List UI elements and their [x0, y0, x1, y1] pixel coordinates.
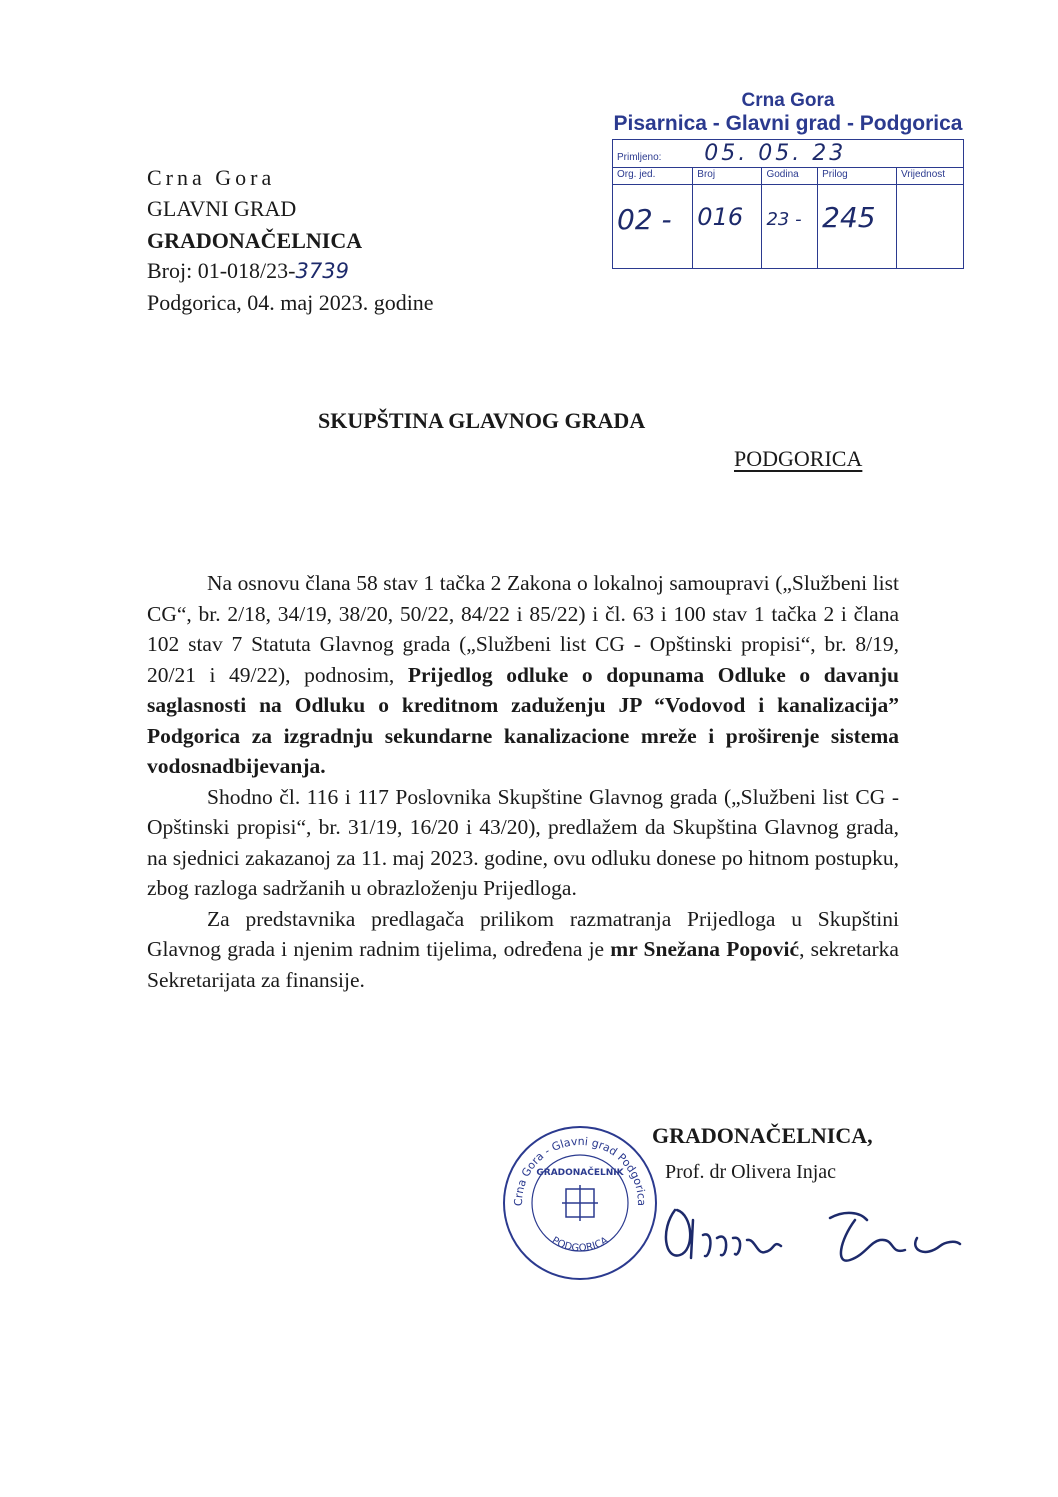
proposal-title: Prijedlog odluke o dopunama Odluke o davanju saglasnosti na Odluku o kreditnom zaduženju JP “Vodovod i kanalizacija” Podgorica za izgradnju sekundarne kanalizacione mreže i proširenje sistema vodosnadbijevanja.: [147, 662, 899, 778]
office-name: GRADONAČELNICA: [147, 228, 363, 253]
document-number-label: Broj: 01-018/23-: [147, 258, 296, 283]
letter-body: [147, 568, 899, 995]
seal-outer-text: Crna Gora - Glavni grad Podgorica: [511, 1134, 649, 1207]
stamp-attachment: 245: [818, 185, 897, 269]
paragraph-2: Shodno čl. 116 i 117 Poslovnika Skupštine Glavnog grada („Službeni list CG - Opštinski propisi“, br. 31/19, 16/20 i 43/20), predlažem da Skupština Glavnog grada, na sjednici zakazanoj za 11. maj 2023. godine, ovu odluku donese po hitnom postupku, zbog razloga sadržanih u obrazloženju Prijedloga.: [147, 784, 899, 900]
stamp-col-number: Broj: [693, 168, 762, 185]
stamp-col-year: Godina: [762, 168, 818, 185]
registry-stamp: [612, 88, 964, 240]
stamp-value: [896, 185, 963, 269]
paragraph-1-intro: Na osnovu člana 58 stav 1 tačka 2 Zakona o lokalnoj samoupravi („Službeni list CG“, br. 2/18, 34/19, 38/20, 50/22, 84/22 i 85/22) i čl. 63 i 100 stav 1 tačka 2 i člana 102 stav 7 Statuta Glavnog grada („Službeni list CG - Opštinski propisi“, br. 8/19, 20/21 i 49/22), podnosim,: [147, 571, 899, 687]
paragraph-3-intro: Za predstavnika predlagača prilikom razmatranja Prijedloga u Skupštini Glavnog grada i njenim radnim tijelima, određena je: [147, 906, 899, 961]
seal-inner-text: GRADONAČELNIK: [536, 1168, 624, 1178]
stamp-received-label: Primljeno:: [617, 152, 662, 163]
addressee-line1: SKUPŠTINA GLAVNOG GRADA: [318, 408, 646, 433]
stamp-org-unit: 02 -: [613, 185, 693, 269]
seal-bottom-text: PODGORICA: [549, 1235, 611, 1255]
stamp-col-attachment: Prilog: [818, 168, 897, 185]
paragraph-1: [147, 568, 899, 782]
seal-emblem-icon: [562, 1185, 598, 1221]
signature-name: Prof. dr Olivera Injac: [665, 1161, 837, 1183]
stamp-received-cell: [613, 140, 964, 168]
stamp-col-value: Vrijednost: [896, 168, 963, 185]
official-seal: [500, 1123, 660, 1283]
handwritten-signature: [655, 1180, 975, 1275]
paragraph-3-end: , sekretarka Sekretarijata za finansije.: [147, 937, 899, 992]
representative-name: mr Snežana Popović: [610, 937, 800, 961]
city-name: GLAVNI GRAD: [147, 196, 297, 221]
document-number-handwritten: 3739: [295, 259, 349, 283]
addressee-line2: PODGORICA: [734, 446, 863, 471]
document-number: [147, 256, 349, 286]
stamp-number: 016: [693, 185, 762, 269]
country-name: Crna Gora: [147, 165, 276, 190]
stamp-country: Crna Gora: [741, 90, 835, 111]
stamp-office: Pisarnica - Glavni grad - Podgorica: [613, 112, 963, 135]
stamp-col-org: Org. jed.: [613, 168, 693, 185]
svg-text:PODGORICA: [550, 1235, 611, 1254]
paragraph-3: [147, 904, 899, 996]
place-date: Podgorica, 04. maj 2023. godine: [147, 290, 434, 315]
stamp-year: 23 -: [762, 185, 818, 269]
signature-title: GRADONAČELNICA,: [652, 1123, 873, 1148]
stamp-table: [612, 139, 964, 269]
stamp-received-date: 05. 05. 23: [704, 141, 847, 166]
